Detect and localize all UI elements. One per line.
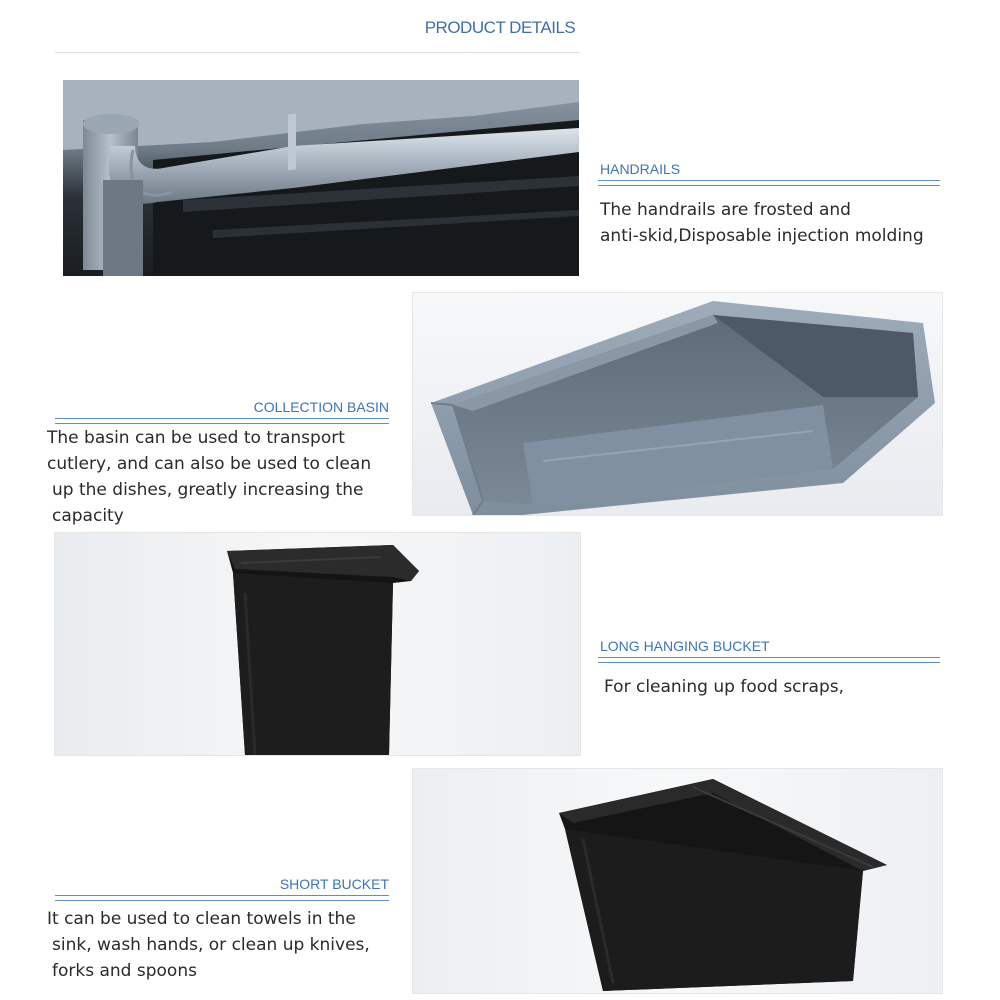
collection-basin-description: [47, 425, 407, 529]
long-hanging-bucket-heading: LONG HANGING BUCKET: [600, 638, 770, 654]
short-bucket-rule: [55, 895, 389, 901]
handrail-photo: [63, 80, 579, 276]
collection-basin-heading: COLLECTION BASIN: [253, 399, 389, 415]
description-line: capacity: [52, 506, 124, 526]
handrails-heading: HANDRAILS: [600, 161, 681, 177]
description-line: anti-skid,Disposable injection molding: [600, 226, 924, 246]
collection-basin-rule: [55, 418, 389, 424]
title-divider: [55, 52, 580, 53]
long-hanging-bucket-rule: [598, 657, 940, 663]
description-line: sink, wash hands, or clean up knives,: [52, 935, 370, 955]
description-line: up the dishes, greatly increasing the: [52, 480, 364, 500]
description-line: For cleaning up food scraps,: [604, 677, 844, 697]
long-hanging-bucket-description: [604, 674, 964, 700]
short-bucket-description: [47, 906, 407, 984]
handrails-description: [600, 197, 980, 249]
collection-basin-photo: [412, 292, 943, 516]
description-line: It can be used to clean towels in the: [47, 909, 356, 929]
description-line: cutlery, and can also be used to clean: [47, 454, 372, 474]
description-line: forks and spoons: [52, 961, 197, 981]
short-bucket-photo: [412, 768, 943, 994]
long-hanging-bucket-photo: [54, 532, 581, 756]
description-line: The basin can be used to transport: [47, 428, 345, 448]
handrails-rule: [598, 180, 940, 186]
description-line: The handrails are frosted and: [600, 200, 851, 220]
page-title: PRODUCT DETAILS: [424, 18, 576, 37]
short-bucket-heading: SHORT BUCKET: [279, 876, 389, 892]
